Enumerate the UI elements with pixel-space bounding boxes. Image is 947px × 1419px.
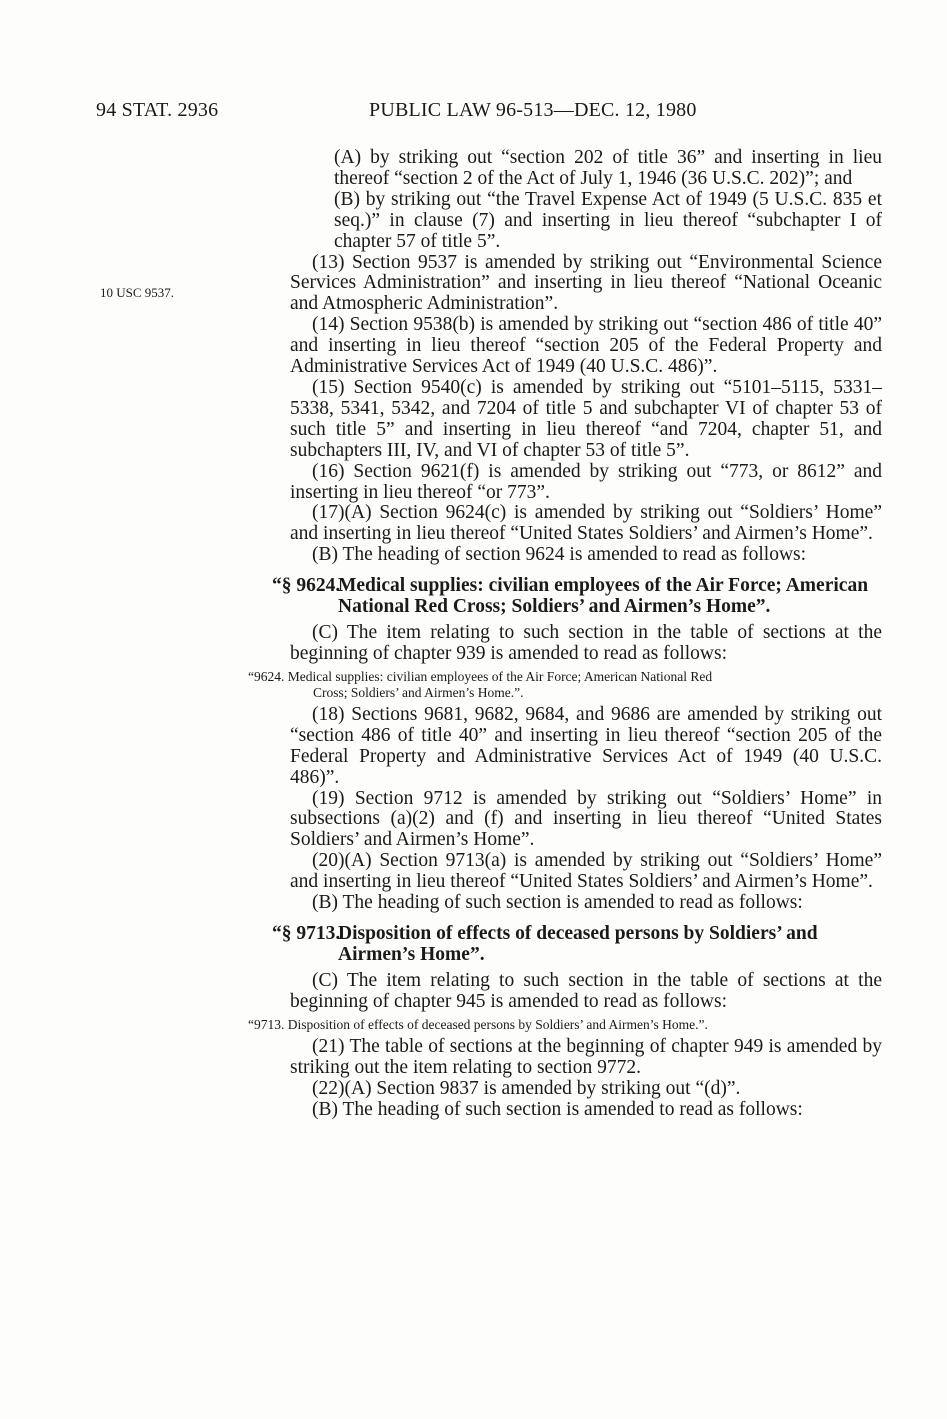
paragraph-20c: (C) The item relating to such section in the table of sections at the beginning of chapter 945 is amended to read as follows: [290, 970, 882, 1012]
paragraph-18: (18) Sections 9681, 9682, 9684, and 9686 are amended by striking out “section 486 of title 40” and inserting in lieu thereof “section 205 of the Federal Property and Administrative Services Act of 1949 (40 U.S.C. 486)”. [290, 703, 882, 788]
public-law-title: PUBLIC LAW 96-513—DEC. 12, 1980 [369, 99, 697, 121]
section-heading-9624 [272, 576, 882, 617]
paragraph-20b: (B) The heading of such section is amended to read as follows: [312, 892, 803, 914]
paragraph-17b: (B) The heading of section 9624 is amended to read as follows: [312, 544, 807, 566]
section-heading-9624-text: Medical supplies: civilian employees of the Air Force; American National Red Cross; Soldiers’ and Airmen’s Home”. [338, 575, 869, 617]
paragraph-a: (A) by striking out “section 202 of title 36” and inserting in lieu thereof “section 2 of the Act of July 1, 1946 (36 U.S.C. 202)”; and [334, 147, 882, 189]
table-item-9624 [248, 669, 882, 701]
table-item-9713: “9713. Disposition of effects of deceased persons by Soldiers’ and Airmen’s Home.”. [248, 1016, 708, 1032]
table-item-9624-line2: Cross; Soldiers’ and Airmen’s Home.”. [313, 684, 524, 700]
document-body [248, 147, 882, 1120]
paragraph-19: (19) Section 9712 is amended by striking out “Soldiers’ Home” in subsections (a)(2) and (f) and inserting in lieu thereof “United States Soldiers’ and Airmen’s Home”. [290, 787, 882, 851]
section-heading-9713 [272, 924, 882, 965]
margin-citation: 10 USC 9537. [100, 285, 175, 300]
table-item-9624-line1: “9624. Medical supplies: civilian employees of the Air Force; American National Red [248, 668, 713, 684]
paragraph-17a: (17)(A) Section 9624(c) is amended by striking out “Soldiers’ Home” and inserting in lieu thereof “United States Soldiers’ and Airmen’s Home”. [290, 502, 882, 545]
paragraph-22b: (B) The heading of such section is amended to read as follows: [312, 1098, 803, 1120]
section-heading-9624-number: “§ 9624. [272, 575, 341, 597]
statute-page-number: 94 STAT. 2936 [96, 99, 219, 121]
paragraph-15: (15) Section 9540(c) is amended by striking out “5101–5115, 5331–5338, 5341, 5342, and 7204 of title 5 and subchapter VI of chapter 53 of such title 5” and inserting in lieu thereof “and 7204, chapter 51, and subchapters III, IV, and VI of chapter 53 of title 5”. [290, 376, 882, 461]
paragraph-16: (16) Section 9621(f) is amended by striking out “773, or 8612” and inserting in lieu thereof “or 773”. [290, 460, 882, 503]
paragraph-b: (B) by striking out “the Travel Expense Act of 1949 (5 U.S.C. 835 et seq.)” in clause (7) and inserting in lieu thereof “subchapter I of chapter 57 of title 5”. [334, 188, 882, 252]
section-heading-9713-number: “§ 9713. [272, 923, 341, 944]
paragraph-14: (14) Section 9538(b) is amended by striking out “section 486 of title 40” and inserting in lieu thereof “section 205 of the Federal Property and Administrative Services Act of 1949 (40 U.S.C. 486)”. [290, 314, 882, 378]
section-heading-9713-text: Disposition of effects of deceased persons by Soldiers’ and Airmen’s Home”. [338, 923, 818, 965]
paragraph-17c: (C) The item relating to such section in the table of sections at the beginning of chapter 939 is amended to read as follows: [290, 622, 882, 665]
paragraph-21: (21) The table of sections at the beginning of chapter 949 is amended by striking out the item relating to section 9772. [290, 1035, 882, 1078]
paragraph-22a: (22)(A) Section 9837 is amended by striking out “(d)”. [312, 1077, 741, 1099]
paragraph-13: (13) Section 9537 is amended by striking out “Environmental Science Services Administration” and inserting in lieu thereof “National Oceanic and Atmospheric Administration”. [290, 251, 882, 315]
paragraph-20a: (20)(A) Section 9713(a) is amended by striking out “Soldiers’ Home” and inserting in lieu thereof “United States Soldiers’ and Airmen’s Home”. [290, 850, 882, 893]
